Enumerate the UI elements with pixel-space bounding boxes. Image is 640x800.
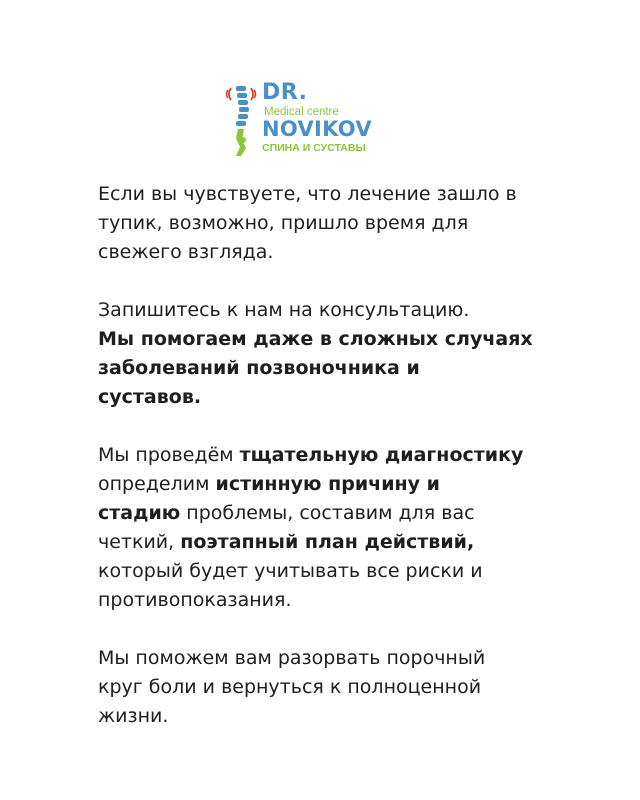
bold-text: заболеваний позвоночника и [98, 357, 420, 379]
logo-dr-text: DR. [262, 80, 308, 105]
bold-text: Мы помогаем даже в сложных случаях [98, 328, 533, 350]
text-line: круг боли и вернуться к полноценной [98, 676, 482, 698]
paragraph-consultation [98, 296, 568, 412]
logo [224, 80, 374, 158]
text-fragment: Мы проведём [98, 444, 240, 466]
bold-text: поэтапный план действий, [180, 531, 475, 553]
text-line: жизни. [98, 705, 169, 727]
text-line: тупик, возможно, пришло время для [98, 212, 469, 234]
text-line: который будет учитывать все риски и [98, 560, 483, 582]
paragraph-diagnostics [98, 441, 568, 615]
main-text [98, 180, 568, 760]
text-line: Запишитесь к нам на консультацию. [98, 299, 470, 321]
paragraph-intro [98, 180, 568, 267]
bold-text: суставов. [98, 386, 202, 408]
logo-tagline: СПИНА И СУСТАВЫ [262, 142, 366, 154]
text-line: Мы поможем вам разорвать порочный [98, 647, 486, 669]
text-fragment: определим [98, 473, 216, 495]
text-line: свежего взгляда. [98, 241, 274, 263]
logo-medical-centre-text: Medical centre [264, 106, 339, 118]
text-line: противопоказания. [98, 589, 292, 611]
logo-novikov-text: NOVIKOV [262, 117, 372, 141]
bold-text: стадию [98, 502, 181, 524]
text-fragment: проблемы, составим для вас [180, 502, 475, 524]
bold-text: тщательную диагностику [239, 444, 524, 466]
text-line: Если вы чувствуете, что лечение зашло в [98, 183, 517, 205]
spine-icon [224, 80, 260, 158]
bold-text: истинную причину и [215, 473, 440, 495]
text-fragment: четкий, [98, 531, 181, 553]
paragraph-closing [98, 644, 568, 731]
